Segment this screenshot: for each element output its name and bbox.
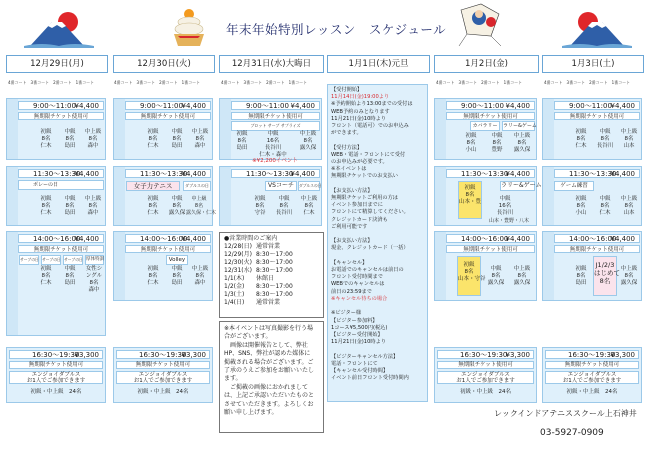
class-cell: 中級 8名 島田 [171, 129, 183, 149]
session-time: 14:00〜16:00 ¥4,400 [125, 234, 211, 243]
event-tag: ラリー&ゲーム [501, 182, 542, 189]
photo-notice: ※本イベントは写真撮影を行う場 合がございます。 画像は開催報告として、弊社 HP、SNS、弊社が認めた媒体に 掲載される場合がございます。ご 了承のうえご参加をお願いいたし ます。 ご掲載の画像におかれまして は、上記ご承認いただいたものと させていただきます。よろしくお 願い申し上げます。 [219, 321, 324, 433]
info-panel: 【受付開始】 11月14日(金)19:00より ※予約開始より13:00までの受付は WEB予約のみとなります 11月21日(金)10時より フロント（電話可）でのお申込み ができます。 【受付方法】 WEB・電話・フロントにて受付 のお申込みが必要です。 ※本イベントは 無期限チケットでのお支払い 【お支払い方法】 無期限チケットご利用の方は イベント参加日までに フロントにて精算してください。 クレジットカード決済も ご利用可能です 【お支払い方法】 現金、クレジットカード（一括） 【キャンセル】 お電話でのキャンセルは前日の フロント受付時間まで WEBでのキャンセルは 前日の23:59まで ※キャンセル待ちの場合 ※ビジター様 【ビジター参加料】 1コース¥5,500円(税込) 【ビジター受付開始】 11月21日(金)10時より 【ビジターキャンセル方法】 電話・フロントにて 【キャンセル受付時間】 イベント前日フロント受付時間内 [327, 84, 428, 402]
session-time: 9:00〜11:00 ¥4,400 [231, 101, 320, 110]
ticket-note: 無期限チケット使用可 [18, 245, 104, 253]
class-cell: 中上級 8名 仁木 [300, 196, 318, 216]
class-cell: 中上級 8名 森中 [84, 129, 102, 149]
class-cell: 中級 8名 島田 [64, 129, 76, 149]
event-tag: サーブの日 [41, 255, 61, 265]
kite-icon [455, 2, 507, 48]
event-name: エンジョイダブルス お1人でご参加できます [9, 371, 103, 384]
day-header: 1月1日(木)元旦 [327, 55, 430, 73]
ticket-note: 無期限チケット使用可 [446, 112, 535, 120]
class-cell: 初級 8名 小山 [465, 133, 477, 153]
highlight-cell: 初級 8名 山本・豊 [458, 181, 482, 219]
class-cell: 中級 8名 豊野 [491, 133, 503, 153]
hours-row: 12/28(日) 通常営業 [224, 243, 281, 250]
junior-cell: J1/2/3 はじめて 8名 [593, 256, 617, 296]
event-price-note: ※¥2,200イベント [252, 158, 298, 164]
session-time: 11:30〜13:30 ¥4,400 [18, 169, 104, 178]
evening-block [113, 347, 213, 403]
event-name: エンジョイダブルス お1人でご参加できます [437, 371, 534, 384]
session-time: 16:30〜19:30 ¥3,300 [437, 350, 534, 359]
class-cell: 中級 8名 島田 [171, 266, 183, 286]
event-tag: ブロット サーブ サプライズ [231, 121, 320, 131]
business-hours-box [219, 232, 324, 318]
day-header: 12月29日(月) [6, 55, 108, 73]
page-title: 年末年始特別レッスン スケジュール [226, 22, 447, 37]
class-cell: 初級 8名 小山 [575, 196, 587, 216]
class-cell: 初級 8名 島田 [236, 131, 248, 151]
session-time: 11:30〜13:30 ¥4,400 [554, 169, 640, 178]
highlight-cell: 初級 8名 山本・守谷 [457, 256, 481, 296]
class-cell: 中上級 8名 山本 [620, 129, 638, 149]
class-cell: 初級 8名 仁木 [40, 196, 52, 216]
court-labels: 4番コート 3番コート 2番コート 1番コート [436, 80, 523, 85]
hours-row: 12/30(火) 8:30〜17:00 [224, 259, 293, 266]
hours-row: 12/31(水) 8:30〜17:00 [224, 267, 293, 274]
court-labels: 4番コート 3番コート 2番コート 1番コート [221, 80, 308, 85]
class-cell: 中上級 8名 森中 [191, 266, 209, 286]
class-cell: 初級 8名 仁木 [40, 129, 52, 149]
hours-row: 1/1(木) 休館日 [224, 275, 275, 282]
court-labels: 4番コート 3番コート 2番コート 1番コート [114, 80, 201, 85]
hours-row: 1/3(土) 8:30〜17:00 [224, 291, 293, 298]
class-cell: 初級 8名 仁木 [147, 129, 159, 149]
event-name: エンジョイダブルス お1人でご参加できます [545, 371, 639, 384]
class-cell: 中上級 8名 露久保 [620, 266, 638, 286]
session-time: 14:00〜16:00 ¥4,400 [554, 234, 640, 243]
session-time: 16:30〜19:30 ¥3,300 [545, 350, 639, 359]
evening-block [434, 347, 537, 403]
court-labels: 4番コート 3番コート 2番コート 1番コート [8, 80, 95, 85]
event-tag: Volley [166, 255, 188, 265]
class-cell: 中上級 8名 森中 [84, 196, 102, 216]
level-capacity: 初級・中上級 24名 [460, 389, 511, 395]
session-time: 9:00〜11:00 ¥4,400 [554, 101, 640, 110]
school-name: レックインドアテニススクール上石神井 [494, 409, 637, 418]
day-header: 1月2日(金) [434, 55, 539, 73]
class-cell: 中級 8名 仁木 [599, 196, 611, 216]
session-time: 14:00〜16:00 ¥4,400 [446, 234, 535, 243]
mount-fuji-right-icon [560, 10, 634, 48]
hours-row: 12/29(月) 8:30〜17:00 [224, 251, 293, 258]
session-time: 9:00〜11:00 ¥4,400 [18, 101, 104, 110]
ticket-note: 無期限チケット使用可 [9, 361, 103, 369]
ticket-note: 無期限チケット使用可 [18, 112, 104, 120]
class-cell: 中上級 8名 森中 [191, 129, 209, 149]
event-tag: カバラリー [470, 121, 500, 131]
class-cell: 山本・豊野・八木 [488, 218, 529, 224]
event-tag: VSコーチ [265, 181, 297, 191]
class-cell: 中級 16名 長谷川 仁木・森中 [259, 131, 287, 158]
ticket-note: 無期限チケット使用可 [554, 112, 640, 120]
ticket-note: 無期限チケット使用可 [116, 361, 210, 369]
class-cell: 中級 8名 露久保 [487, 266, 505, 286]
ticket-note: 無期限チケット使用可 [125, 245, 211, 253]
event-tag: サーブの日 [63, 255, 83, 265]
level-capacity: 初級・中上級 24名 [30, 389, 82, 395]
class-cell: 中級 16名 長谷川 [496, 196, 514, 216]
day-header: 1月3日(土) [542, 55, 644, 73]
class-cell: 中級 8名 露久保 [168, 196, 186, 216]
class-cell: 中上級 8名 露久保 [513, 266, 531, 286]
event-tag: ダブルスの日 [298, 181, 320, 191]
class-cell: 中上級 8名 露久保 [299, 131, 317, 151]
class-cell: 中級 8名 長谷川 [596, 129, 614, 149]
business-hours-title: ●営業時間のご案内 [224, 235, 278, 242]
class-cell: 初級 8名 守谷 [254, 196, 266, 216]
session-time: 11:30〜13:30 ¥4,400 [446, 169, 535, 178]
level-capacity: 初級・中上級 24名 [566, 389, 618, 395]
class-cell: 初級 8名 仁木 [147, 196, 159, 216]
session-time: 11:30〜13:30 ¥4,400 [231, 169, 320, 178]
ticket-note: 無期限チケット使用可 [545, 361, 639, 369]
kagami-mochi-icon [168, 4, 210, 48]
session-time: 9:00〜11:00 ¥4,400 [446, 101, 535, 110]
class-cell: 中級 8名 島田 [64, 196, 76, 216]
class-cell: 中上級 8名 山本 [620, 196, 638, 216]
event-tag: ラリー&ゲーム [503, 123, 537, 129]
event-tag: ダブルスの日 [183, 181, 211, 191]
day-header: 12月30日(火) [113, 55, 215, 73]
class-cell: 初級 8名 仁木 [575, 129, 587, 149]
session-time: 16:30〜19:30 ¥3,300 [9, 350, 103, 359]
ticket-note: 無期限チケット使用可 [231, 112, 320, 120]
event-tag: サーブの日 [19, 255, 39, 265]
session-time: 11:30〜13:30 ¥4,400 [125, 169, 211, 178]
ticket-note: 無期限チケット使用可 [125, 112, 211, 120]
class-cell: 中級 8名 島田 [64, 266, 76, 286]
level-capacity: 初級・中上級 24名 [137, 389, 189, 395]
ticket-note: 無期限チケット使用可 [446, 245, 535, 253]
class-cell: 中上級 8名 露久保・仁木 [186, 196, 217, 216]
hours-row: 1/4(日) 通常営業 [224, 299, 281, 306]
day-header: 12月31日(水)大晦日 [219, 55, 324, 73]
ticket-note: 無期限チケット使用可 [437, 361, 534, 369]
class-cell: 初級 8名 仁木 [40, 266, 52, 286]
session-time: 16:30〜19:30 ¥3,300 [116, 350, 210, 359]
ticket-note: 無期限チケット使用可 [554, 245, 640, 253]
phone-number: 03-5927-0909 [540, 428, 604, 438]
event-tag: 女子力テニス [126, 181, 180, 191]
class-cell: 初級 8名 仁木 [147, 266, 159, 286]
evening-block [542, 347, 642, 403]
event-tag: ボレーの日 [18, 180, 104, 190]
class-cell: 女性シングル 8名 森中 [85, 266, 103, 293]
class-cell: 中級 8名 長谷川 [275, 196, 293, 216]
evening-block [6, 347, 106, 403]
mount-fuji-left-icon [22, 10, 96, 48]
session-time: 9:00〜11:00 ¥4,400 [125, 101, 211, 110]
class-cell: 初級 8名 島田 [575, 266, 587, 286]
court-labels: 4番コート 3番コート 2番コート 1番コート [544, 80, 631, 85]
hours-row: 1/2(金) 8:30〜17:00 [224, 283, 293, 290]
event-name: エンジョイダブルス お1人でご参加できます [116, 371, 210, 384]
event-tag: 厚体特訓 [85, 255, 104, 265]
event-tag: ゲーム練習 [554, 181, 594, 191]
session-time: 14:00〜16:00 ¥4,400 [18, 234, 104, 243]
class-cell: 中上級 8名 露久保 [513, 133, 531, 153]
